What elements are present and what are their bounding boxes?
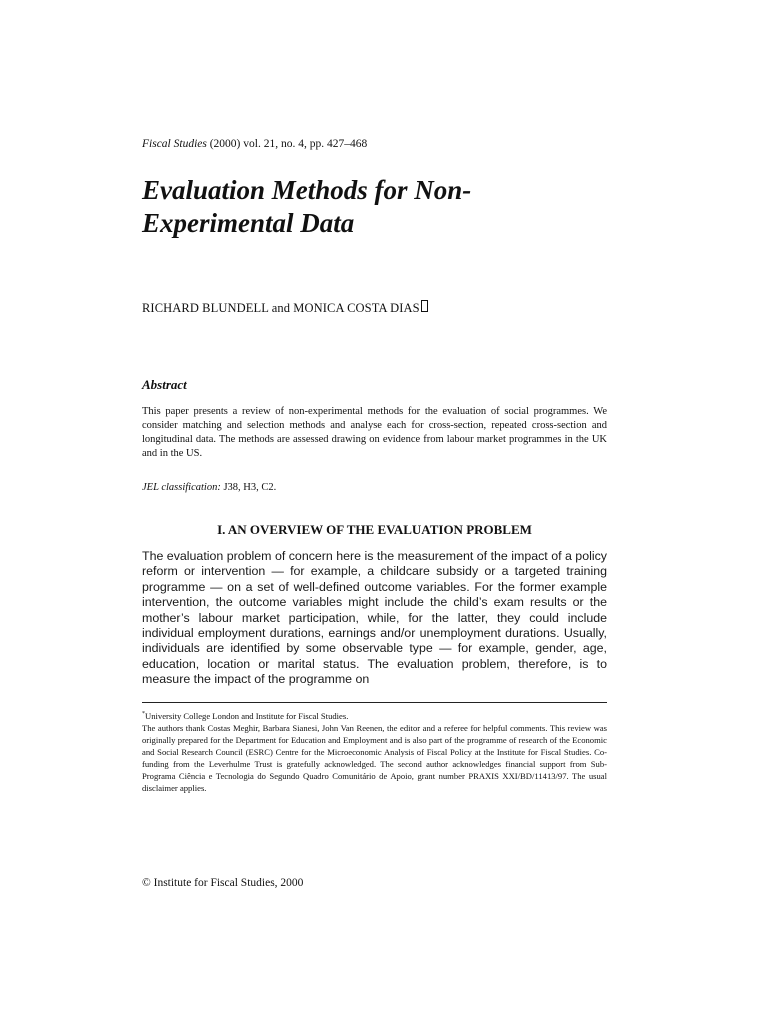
paper-title: Evaluation Methods for Non-Experimental Data — [142, 175, 472, 238]
jel-label: JEL classification: — [142, 482, 221, 493]
affiliation-text: University College London and Institute for Fiscal Studies. — [145, 711, 349, 721]
jel-classification — [142, 481, 607, 495]
jel-codes: J38, H3, C2. — [220, 482, 277, 493]
section-heading: I. AN OVERVIEW OF THE EVALUATION PROBLEM — [217, 522, 532, 537]
copyright-notice: © Institute for Fiscal Studies, 2000 — [142, 877, 304, 889]
footnote-acknowledgements: The authors thank Costas Meghir, Barbara Sianesi, John Van Reenen, the editor and a referee for helpful comments. This review was originally prepared for the Department for Education and Employment and is also part of the programme of research of the Economic and Social Research Council (ESRC) Centre for the Microeconomic Analysis of Fiscal Policy at the Institute for Fiscal Studies. Co-funding from the Leverhulme Trust is gratefully acknowledged. The second author acknowledges financial support from Sub-Programa Ciência e Tecnologia do Segundo Quadro Comunitário de Apoio, grant number PRAXIS XXI/BD/11413/97. The usual disclaimer applies. — [142, 723, 607, 794]
author-names: RICHARD BLUNDELL and MONICA COSTA DIAS — [142, 301, 420, 315]
abstract-heading: Abstract — [142, 377, 187, 392]
journal-name: Fiscal Studies — [142, 138, 207, 150]
footnote-divider — [142, 702, 607, 703]
footnote-marker-box — [421, 300, 428, 312]
footnote-affiliation — [142, 710, 607, 722]
abstract-text: This paper presents a review of non-experimental methods for the evaluation of social programmes. We consider matching and selection methods and analyse each for cross-section, repeated cross-section and longitudinal data. The methods are assessed drawing on evidence from labour market programmes in the UK and in the US. — [142, 406, 607, 459]
section-body-text: The evaluation problem of concern here is the measurement of the impact of a policy reform or intervention — for example, a childcare subsidy or a targeted training programme — on a set of well-defined outcome variables. For the former example intervention, the outcome variables might include the child’s exam results or the mother’s labour market participation, while, for the latter, they could include individual employment durations, earnings and/or unemployment durations. Usually, individuals are identified by some observable type — for example, gender, age, education, location or marital status. The evaluation problem, therefore, is to measure the impact of the programme on — [142, 549, 607, 687]
journal-citation — [142, 137, 607, 151]
author-line — [142, 301, 607, 316]
citation-details: (2000) vol. 21, no. 4, pp. 427–468 — [206, 138, 368, 150]
footnote-symbol: * — [142, 711, 145, 718]
